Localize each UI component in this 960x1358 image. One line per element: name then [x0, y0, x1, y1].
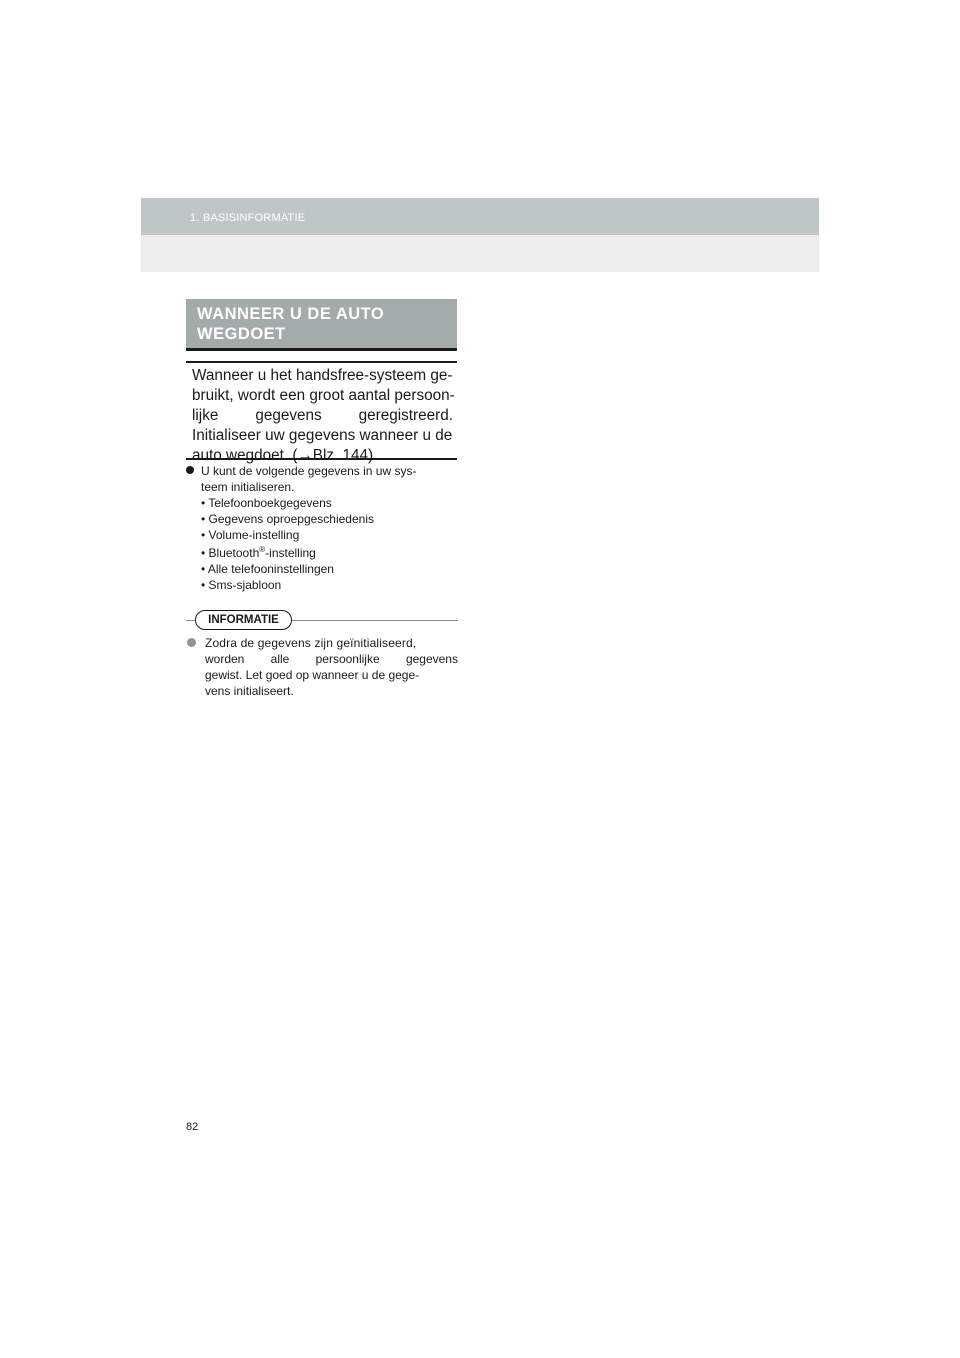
list-item-bluetooth-label: • Bluetooth [201, 546, 260, 560]
intro-line-1: Wanneer u het handsfree-systeem ge- [192, 367, 453, 384]
list-item-phonebook: • Telefoonboekgegevens [201, 496, 332, 510]
info-bullet-icon [187, 638, 196, 647]
section-title-line-2: WEGDOET [197, 325, 286, 343]
intro-line-5 [192, 446, 453, 466]
list-item-phone-settings: • Alle telefooninstellingen [201, 562, 334, 576]
list-item-volume: • Volume-instelling [201, 528, 300, 542]
list-item-sms-template: • Sms-sjabloon [201, 578, 282, 592]
page-number: 82 [186, 1121, 199, 1133]
info-line-2-word-4: gegevens [405, 652, 458, 666]
list-item-call-history: • Gegevens oproepgeschiedenis [201, 512, 374, 526]
intro-line-3 [192, 406, 453, 426]
info-line-1: Zodra de gegevens zijn geïnitialiseerd, [205, 636, 417, 650]
page-reference-link[interactable]: Blz. 144) [312, 447, 374, 464]
intro-line-3-word-3: geregistreerd. [358, 407, 453, 424]
info-line-3: gewist. Let goed op wanneer u de gege- [205, 668, 420, 682]
info-line-2-word-1: worden [205, 652, 245, 666]
intro-line-3-word-1: lijke [192, 407, 219, 424]
intro-line-3-word-2: gegevens [255, 407, 322, 424]
arrow-right-icon: → [297, 447, 313, 464]
registered-mark: ® [259, 545, 266, 554]
bullet-line-2: teem initialiseren. [201, 480, 295, 494]
header-subband [141, 235, 819, 272]
intro-line-5-text: auto wegdoet. ( [192, 447, 298, 464]
info-line-2-word-3: persoonlijke [315, 652, 380, 666]
info-line-2-word-2: alle [270, 652, 290, 666]
list-item-bluetooth [201, 546, 316, 561]
section-title [197, 304, 452, 344]
intro-line-2: bruikt, wordt een groot aantal persoon- [192, 387, 455, 404]
list-item-bluetooth-suffix: -instelling [265, 546, 316, 560]
info-line-4: vens initialiseert. [205, 684, 294, 698]
section-label: 1. BASISINFORMATIE [190, 212, 306, 224]
bullet-dot-icon [186, 466, 194, 474]
title-underline [186, 348, 457, 351]
info-line-2 [205, 652, 458, 667]
bullet-line-1: U kunt de volgende gegevens in uw sys- [201, 464, 417, 478]
intro-line-4: Initialiseer uw gegevens wanneer u de [192, 427, 453, 444]
section-title-line-1: WANNEER U DE AUTO [197, 305, 385, 323]
info-badge: INFORMATIE [195, 610, 292, 630]
